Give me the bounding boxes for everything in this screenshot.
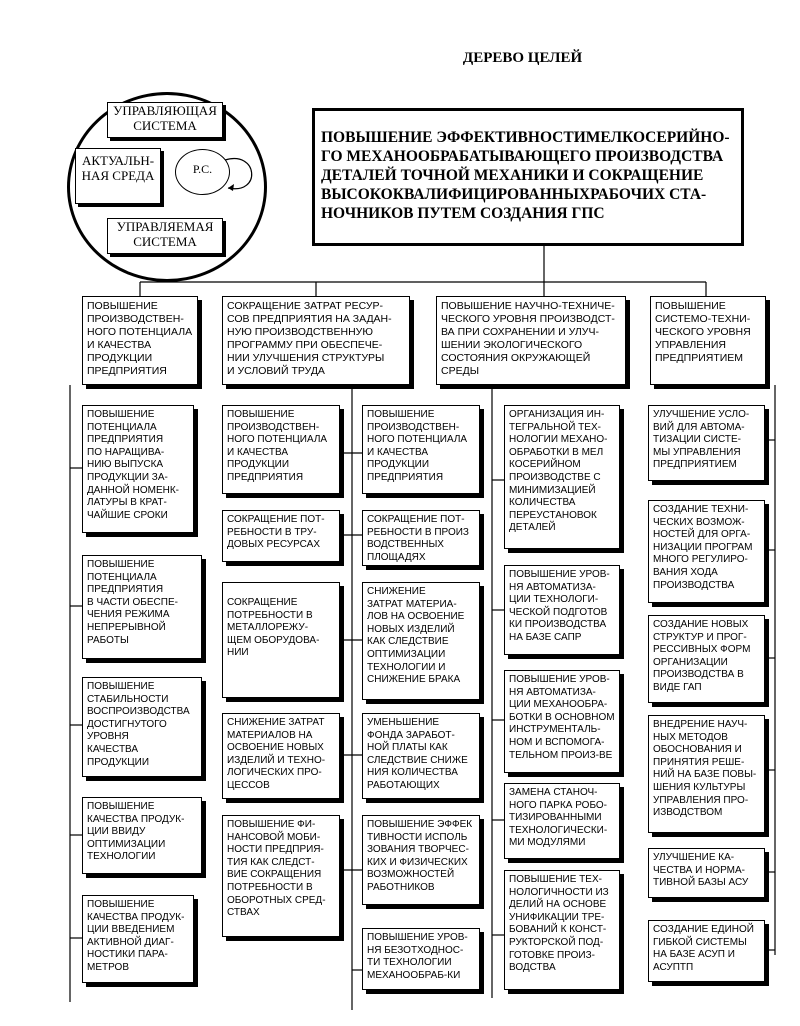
col2b-item-3: СНИЖЕНИЕ ЗАТРАТ МАТЕРИА- ЛОВ НА ОСВОЕНИЕ НОВЫХ ИЗДЕЛИЙ КАК СЛЕДСТВИЕ ОПТИМИЗАЦИИ ТЕХНОЛОГИИ И СНИЖЕНИЕ БРАКА [362, 582, 480, 700]
col1-item-2: ПОВЫШЕНИЕ ПОТЕНЦИАЛА ПРЕДПРИЯТИЯ В ЧАСТИ ОБЕСПЕ- ЧЕНИЯ РЕЖИМА НЕПРЕРЫВНОЙ РАБОТЫ [82, 555, 202, 659]
col4-item-1: УЛУЧШЕНИЕ УСЛО- ВИЙ ДЛЯ АВТОМА- ТИЗАЦИИ СИСТЕ- МЫ УПРАВЛЕНИЯ ПРЕДПРИЯТИЕМ [648, 405, 765, 481]
rs-node: Р.С. [175, 149, 230, 195]
col4-item-2: СОЗДАНИЕ ТЕХНИ- ЧЕСКИХ ВОЗМОЖ- НОСТЕЙ ДЛЯ ОРГА- НИЗАЦИИ ПРОГРАМ МНОГО РЕГУЛИРО- ВАНИЯ ХОДА ПРОИЗВОДСТВА [648, 500, 765, 603]
main-goal-box: ПОВЫШЕНИЕ ЭФФЕКТИВНОСТИМЕЛКОСЕРИЙНО- ГО МЕХАНООБРАБАТЫВАЮЩЕГО ПРОИЗВОДСТВА ДЕТАЛЕЙ ТОЧНОЙ МЕХАНИКИ И СОКРАЩЕНИЕ ВЫСОКОКВАЛИФИЦИРОВАННЫХРАБОЧИХ СТА- НОЧНИКОВ ПУТЕМ СОЗДАНИЯ ГПС [312, 108, 744, 246]
col1-item-1: ПОВЫШЕНИЕ ПОТЕНЦИАЛА ПРЕДПРИЯТИЯ ПО НАРАЩИВА- НИЮ ВЫПУСКА ПРОДУКЦИИ ЗА- ДАННОЙ НОМЕНК- ЛАТУРЫ В КРАТ- ЧАЙШИЕ СРОКИ [82, 405, 194, 533]
col3-item-2: ПОВЫШЕНИЕ УРОВ- НЯ АВТОМАТИЗА- ЦИИ ТЕХНОЛОГИ- ЧЕСКОЙ ПОДГОТОВ КИ ПРОИЗВОДСТВА НА БАЗЕ САПР [504, 565, 620, 655]
col2b-item-1: ПОВЫШЕНИЕ ПРОИЗВОДСТВЕН- НОГО ПОТЕНЦИАЛА И КАЧЕСТВА ПРОДУКЦИИ ПРЕДПРИЯТИЯ [362, 405, 480, 494]
col3-item-1: ОРГАНИЗАЦИЯ ИН- ТЕГРАЛЬНОЙ ТЕХ- НОЛОГИИ МЕХАНО- ОБРАБОТКИ В МЕЛ КОСЕРИЙНОМ ПРОИЗВОДСТВЕ С МИНИМИЗАЦИЕЙ КОЛИЧЕСТВА ПЕРЕУСТАНОВОК ДЕТАЛЕЙ [504, 405, 620, 549]
branch-production-potential: ПОВЫШЕНИЕ ПРОИЗВОДСТВЕН- НОГО ПОТЕНЦИАЛА И КАЧЕСТВА ПРОДУКЦИИ ПРЕДПРИЯТИЯ [82, 296, 198, 385]
col3-item-5: ПОВЫШЕНИЕ ТЕХ- НОЛОГИЧНОСТИ ИЗ ДЕЛИЙ НА ОСНОВЕ УНИФИКАЦИИ ТРЕ- БОВАНИЙ К КОНСТ- РУКТОРСКОЙ ПОД- ГОТОВКЕ ПРОИЗ- ВОДСТВА [504, 870, 620, 990]
col2a-item-4: СНИЖЕНИЕ ЗАТРАТ МАТЕРИАЛОВ НА ОСВОЕНИЕ НОВЫХ ИЗДЕЛИЙ И ТЕХНО- ЛОГИЧЕСКИХ ПРО- ЦЕССОВ [222, 713, 340, 799]
col1-item-4: ПОВЫШЕНИЕ КАЧЕСТВА ПРОДУК- ЦИИ ВВИДУ ОПТИМИЗАЦИИ ТЕХНОЛОГИИ [82, 797, 202, 874]
col2b-item-2: СОКРАЩЕНИЕ ПОТ- РЕБНОСТИ В ПРОИЗ ВОДСТВЕННЫХ ПЛОЩАДЯХ [362, 510, 480, 566]
col2b-item-4: УМЕНЬШЕНИЕ ФОНДА ЗАРАБОТ- НОЙ ПЛАТЫ КАК СЛЕДСТВИЕ СНИЖЕ НИЯ КОЛИЧЕСТВА РАБОТАЮЩИХ [362, 713, 480, 799]
branch-scientific-technical-level: ПОВЫШЕНИЕ НАУЧНО-ТЕХНИЧЕ- ЧЕСКОГО УРОВНЯ ПРОИЗВОДСТ- ВА ПРИ СОХРАНЕНИИ И УЛУЧ- ШЕНИИ ЭКОЛОГИЧЕСКОГО СОСТОЯНИЯ ОКРУЖАЮЩЕЙ СРЕДЫ [436, 296, 626, 385]
col4-item-6: СОЗДАНИЕ ЕДИНОЙ ГИБКОЙ СИСТЕМЫ НА БАЗЕ АСУП И АСУПТП [648, 920, 765, 982]
environment-box: АКТУАЛЬН- НАЯ СРЕДА [75, 148, 161, 204]
controlling-system-box: УПРАВЛЯЮЩАЯ СИСТЕМА [107, 102, 223, 138]
col2a-item-5: ПОВЫШЕНИЕ ФИ- НАНСОВОЙ МОБИ- НОСТИ ПРЕДПРИЯ- ТИЯ КАК СЛЕДСТ- ВИЕ СОКРАЩЕНИЯ ПОТРЕБНОСТИ В ОБОРОТНЫХ СРЕД- СТВАХ [222, 815, 340, 937]
controlled-system-box: УПРАВЛЯЕМАЯ СИСТЕМА [107, 218, 223, 254]
col3-item-4: ЗАМЕНА СТАНОЧ- НОГО ПАРКА РОБО- ТИЗИРОВАННЫМИ ТЕХНОЛОГИЧЕСКИ- МИ МОДУЛЯМИ [504, 783, 620, 859]
col2a-item-2: СОКРАЩЕНИЕ ПОТ- РЕБНОСТИ В ТРУ- ДОВЫХ РЕСУРСАХ [222, 510, 340, 562]
branch-resource-cost-reduction: СОКРАЩЕНИЕ ЗАТРАТ РЕСУР- СОВ ПРЕДПРИЯТИЯ НА ЗАДАН- НУЮ ПРОИЗВОДСТВЕННУЮ ПРОГРАММУ ПРИ ОБЕСПЕЧЕ- НИИ УЛУЧШЕНИЯ СТРУКТУРЫ И УСЛОВИЙ ТРУДА [222, 296, 410, 385]
col4-item-5: УЛУЧШЕНИЕ КА- ЧЕСТВА И НОРМА- ТИВНОЙ БАЗЫ АСУ [648, 848, 765, 898]
col1-item-3: ПОВЫШЕНИЕ СТАБИЛЬНОСТИ ВОСПРОИЗВОДСТВА ДОСТИГНУТОГО УРОВНЯ КАЧЕСТВА ПРОДУКЦИИ [82, 677, 202, 777]
col2a-item-3: СОКРАЩЕНИЕ ПОТРЕБНОСТИ В МЕТАЛЛОРЕЖУ- ЩЕМ ОБОРУДОВА- НИИ [222, 582, 340, 698]
col2a-item-1: ПОВЫШЕНИЕ ПРОИЗВОДСТВЕН- НОГО ПОТЕНЦИАЛА И КАЧЕСТВА ПРОДУКЦИИ ПРЕДПРИЯТИЯ [222, 405, 340, 494]
col1-item-5: ПОВЫШЕНИЕ КАЧЕСТВА ПРОДУК- ЦИИ ВВЕДЕНИЕМ АКТИВНОЙ ДИАГ- НОСТИКИ ПАРА- МЕТРОВ [82, 895, 194, 983]
col4-item-4: ВНЕДРЕНИЕ НАУЧ- НЫХ МЕТОДОВ ОБОСНОВАНИЯ И ПРИНЯТИЯ РЕШЕ- НИЙ НА БАЗЕ ПОВЫ- ШЕНИЯ КУЛЬТУРЫ УПРАВЛЕНИЯ ПРО- ИЗВОДСТВОМ [648, 715, 765, 833]
branch-management-level: ПОВЫШЕНИЕ СИСТЕМО-ТЕХНИ- ЧЕСКОГО УРОВНЯ УПРАВЛЕНИЯ ПРЕДПРИЯТИЕМ [650, 296, 766, 385]
col2b-item-5: ПОВЫШЕНИЕ ЭФФЕК ТИВНОСТИ ИСПОЛЬ ЗОВАНИЯ ТВОРЧЕС- КИХ И ФИЗИЧЕСКИХ ВОЗМОЖНОСТЕЙ РАБОТНИКОВ [362, 815, 480, 905]
col3-item-3: ПОВЫШЕНИЕ УРОВ- НЯ АВТОМАТИЗА- ЦИИ МЕХАНООБРА- БОТКИ В ОСНОВНОМ ИНСТРУМЕНТАЛЬ- НОМ И ВСПОМОГА- ТЕЛЬНОМ ПРОИЗ-ВЕ [504, 670, 620, 773]
diagram-title: ДЕРЕВО ЦЕЛЕЙ [462, 50, 583, 66]
col4-item-3: СОЗДАНИЕ НОВЫХ СТРУКТУР И ПРОГ- РЕССИВНЫХ ФОРМ ОРГАНИЗАЦИИ ПРОИЗВОДСТВА В ВИДЕ ГАП [648, 615, 765, 703]
col2b-item-6: ПОВЫШЕНИЕ УРОВ- НЯ БЕЗОТХОДНОС- ТИ ТЕХНОЛОГИИ МЕХАНООБРАБ-КИ [362, 928, 480, 990]
